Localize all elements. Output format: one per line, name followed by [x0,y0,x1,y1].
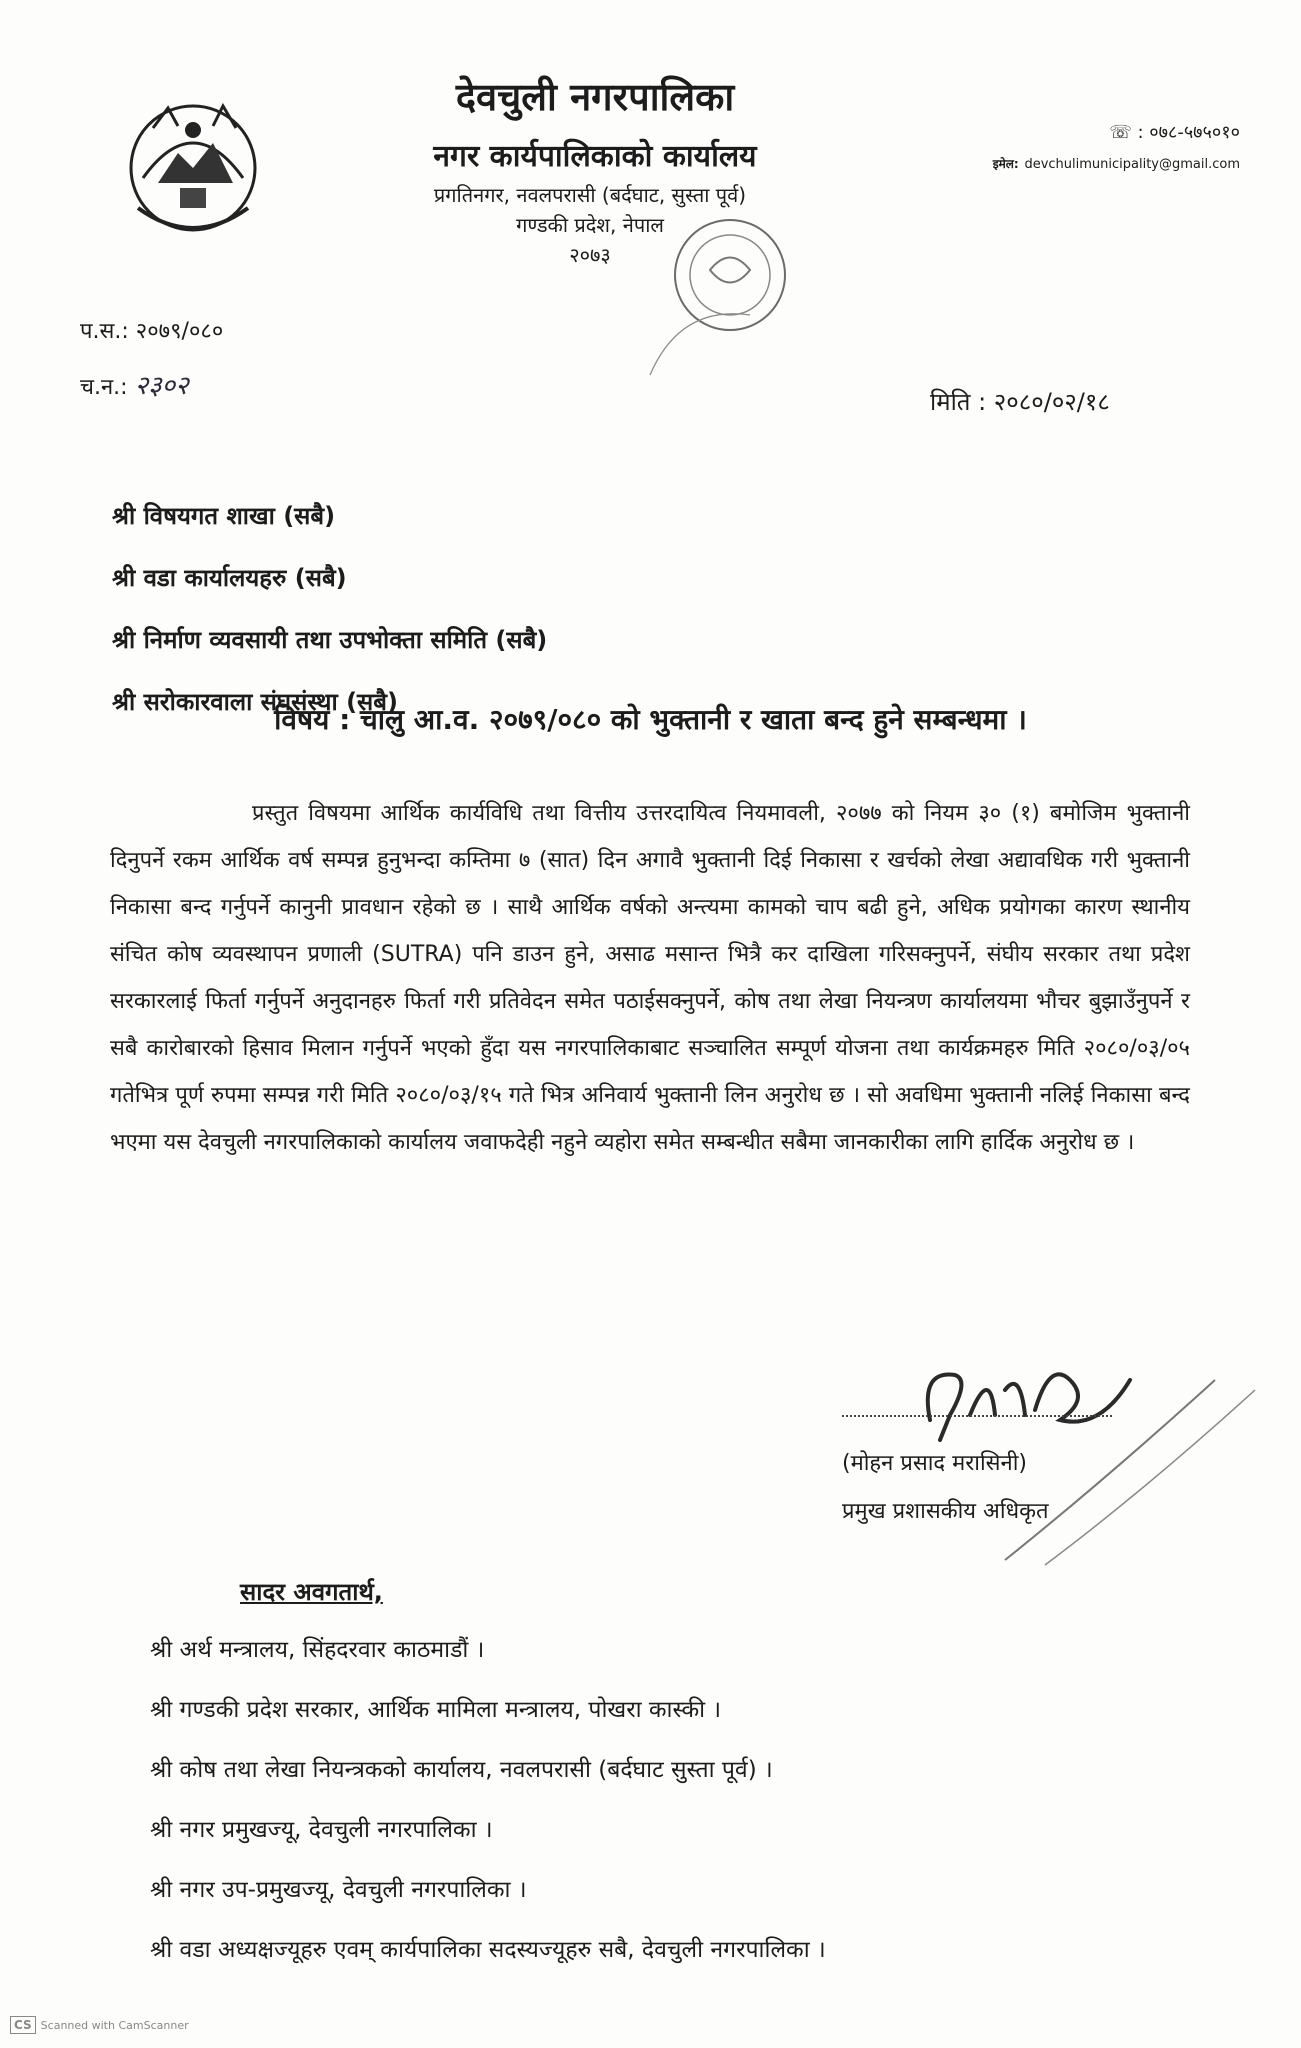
signatory-title: प्रमुख प्रशासकीय अधिकृत [842,1499,1049,1524]
cc-item: श्री अर्थ मन्त्रालय, सिंहदरवार काठमाडौं । [150,1637,485,1663]
office-name: नगर कार्यपालिकाको कार्यालय [433,139,757,174]
contact-block [900,118,1240,180]
office-stamp-icon [640,205,820,385]
cc-item: श्री वडा अध्यक्षज्यूहरु एवम् कार्यपालिका सदस्यज्यूहरु सबै, देवचुली नगरपालिका । [150,1937,826,1963]
letter-date: मिति : २०८०/०२/१८ [930,388,1110,416]
cc-item: श्री नगर प्रमुखज्यू, देवचुली नगरपालिका । [150,1817,493,1843]
reference-block [80,305,223,415]
ps-value: २०७९/०८० [135,319,224,344]
recipient-item: श्री निर्माण व्यवसायी तथा उपभोक्ता समिति (सबै) [112,626,548,654]
officer-seal-stamp-icon [985,1360,1285,1570]
established-year: २०७३ [569,243,611,267]
municipality-title: देवचुली नगरपालिका [455,75,735,119]
letter-body: प्रस्तुत विषयमा आर्थिक कार्यविधि तथा वित्तीय उत्तरदायित्व नियमावली, २०७७ को नियम ३० (१) बमोजिम भुक्तानी दिनुपर्ने रकम आर्थिक वर्ष सम्पन्न हुनुभन्दा कम्तिमा ७ (सात) दिन अगावै भुक्तानी दिई निकासा र खर्चको लेखा अद्यावधिक गरी भुक्तानी निकासा बन्द गर्नुपर्ने कानुनी प्रावधान रहेको छ । साथै आर्थिक वर्षको अन्त्यमा कामको चाप बढी हुने, अधिक प्रयोगका कारण स्थानीय संचित कोष व्यवस्थापन प्रणाली (SUTRA) पनि डाउन हुने, असाढ मसान्त भित्रै कर दाखिला गरिसक्नुपर्ने, संघीय सरकार तथा प्रदेश सरकारलाई फिर्ता गर्नुपर्ने अनुदानहरु फिर्ता गरी प्रतिवेदन समेत पठाईसक्नुपर्ने, कोष तथा लेखा नियन्त्रण कार्यालयमा भौचर बुझाउँनुपर्ने र सबै कारोबारको हिसाव मिलान गर्नुपर्ने भएको हुँदा यस नगरपालिकाबाट सञ्चालित सम्पूर्ण योजना तथा कार्यक्रमहरु मिति २०८०/०३/०५ गतेभित्र पूर्ण रुपमा सम्पन्न गरी मिति २०८०/०३/१५ गते भित्र अनिवार्य भुक्तानी लिन अनुरोध छ । सो अवधिमा भुक्तानी नलिई निकासा बन्द भएमा यस देवचुली नगरपालिकाको कार्यालय जवाफदेही नहुने व्यहोरा समेत सम्बन्धीत सबैमा जानकारीका लागि हार्दिक अनुरोध छ । [110,801,1190,1155]
recipient-item: श्री वडा कार्यालयहरु (सबै) [112,564,347,592]
subject-line: विषय : चालु आ.व. २०७९/०८० को भुक्तानी र खाता बन्द हुने सम्बन्धमा । [274,703,1027,736]
cc-heading: सादर अवगतार्थ, [240,1578,383,1606]
email-address: devchulimunicipality@gmail.com [1024,157,1240,172]
fiscal-year-ref [80,305,223,359]
phone-number: ☏ : ०७८-५७५०१० [1109,122,1240,143]
email-label: इमेल: [992,157,1019,171]
scanner-text: Scanned with CamScanner [40,2019,189,2032]
address-line-1: प्रगतिनगर, नवलपरासी (बर्दघाट, सुस्ता पूर्व) [433,183,747,207]
scanner-watermark [10,2018,189,2032]
camscanner-logo-icon: CS [10,2016,36,2034]
chn-label: च.न.: [80,375,128,400]
recipient-item: श्री सरोकारवाला संघसंस्था (सबै) [112,688,398,716]
dispatch-number [80,359,223,415]
cc-item: श्री नगर उप-प्रमुखज्यू, देवचुली नगरपालिका । [150,1877,527,1903]
recipient-list [112,485,547,733]
government-emblem-icon [118,88,268,248]
address-line-2: गण्डकी प्रदेश, नेपाल [516,213,664,237]
email-line [900,148,1240,180]
chn-value: २३०२ [134,371,189,401]
recipient-item: श्री विषयगत शाखा (सबै) [112,502,336,530]
ps-label: प.स.: [80,319,129,344]
cc-item: श्री कोष तथा लेखा नियन्त्रकको कार्यालय, नवलपरासी (बर्दघाट सुस्ता पूर्व) । [150,1757,773,1783]
signatory-name: (मोहन प्रसाद मरासिनी) [842,1451,1027,1476]
cc-item: श्री गण्डकी प्रदेश सरकार, आर्थिक मामिला मन्त्रालय, पोखरा कास्की । [150,1697,722,1723]
cc-list [150,1620,826,1980]
